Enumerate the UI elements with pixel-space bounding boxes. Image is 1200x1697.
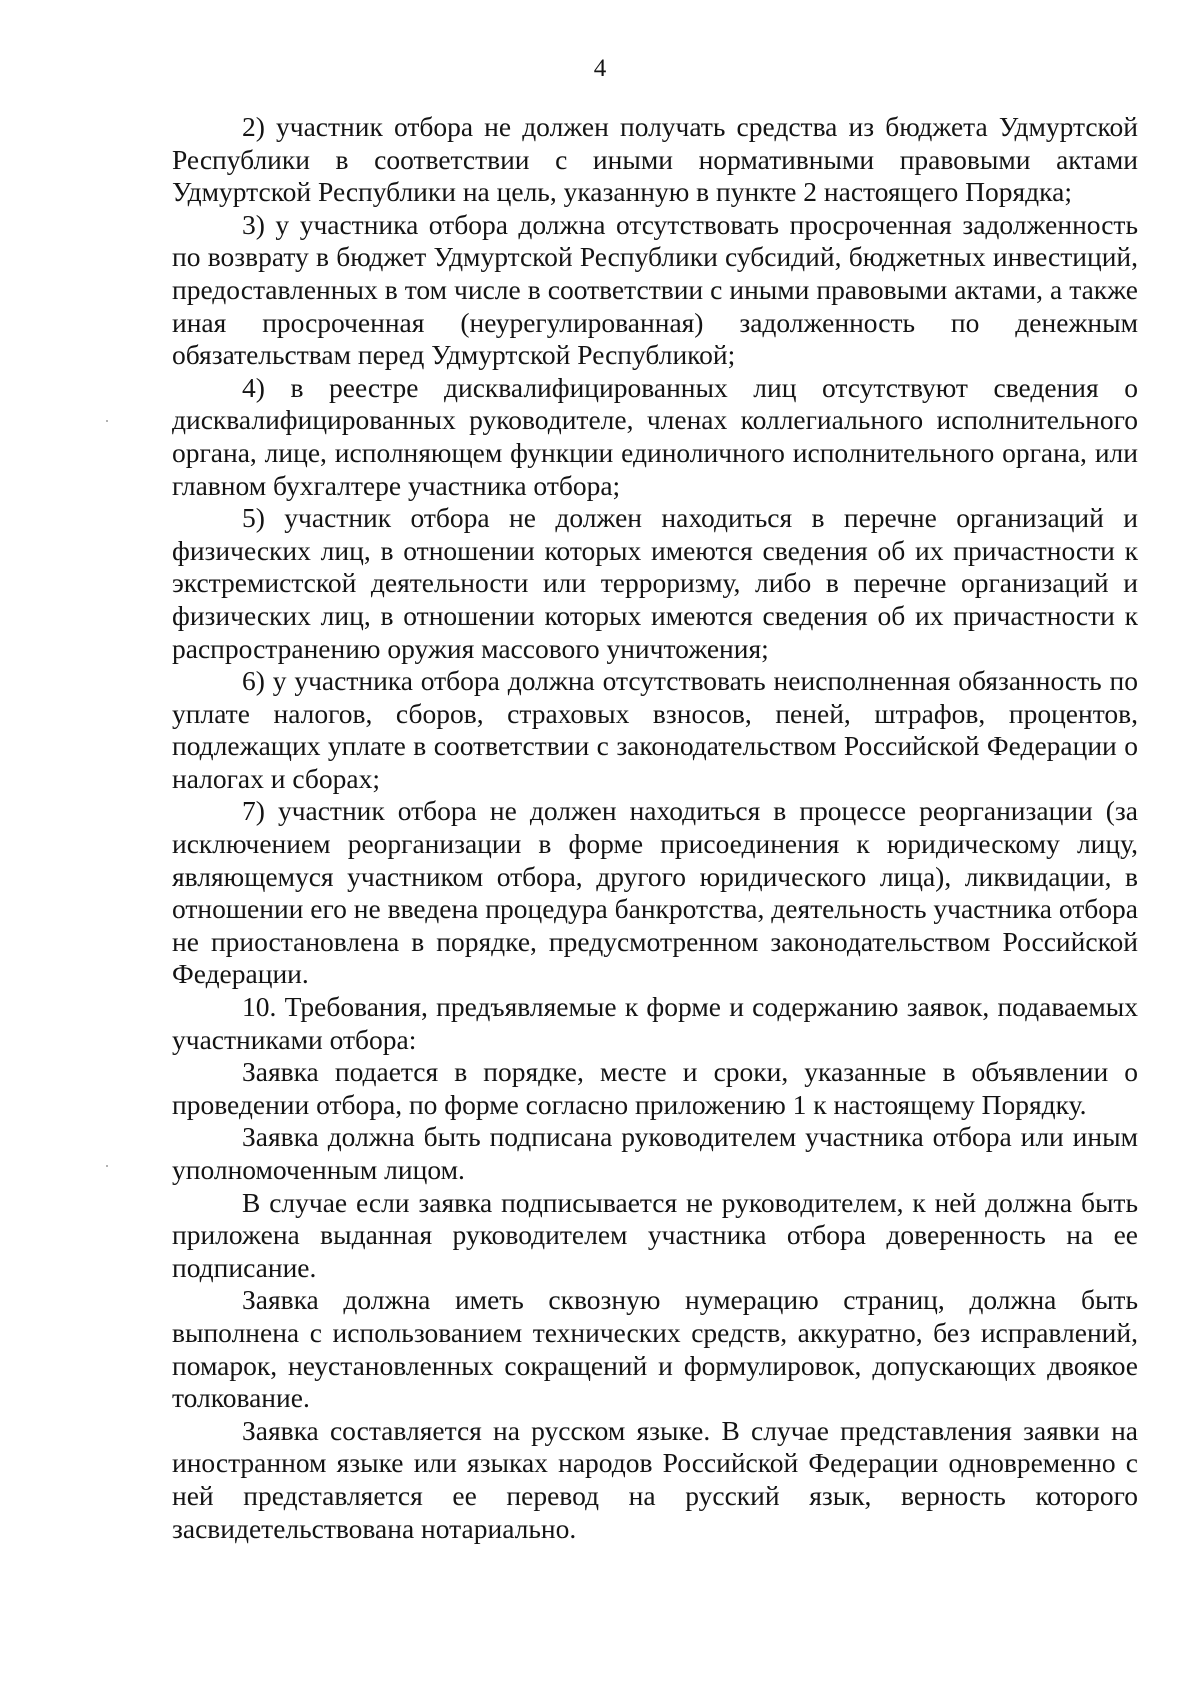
paragraph-application-submission: Заявка подается в порядке, месте и сроки, указанные в объявлении о проведении отбора, по форме согласно приложению 1 к настоящему Порядку. [172,1056,1138,1120]
paragraph-power-of-attorney: В случае если заявка подписывается не руководителем, к ней должна быть приложена выданная руководителем участника отбора доверенность на ее подписание. [172,1186,1138,1283]
scan-speck [106,1165,108,1167]
page-number: 4 [593,55,607,82]
paragraph-item-7: 7) участник отбора не должен находиться в процессе реорганизации (за исключением реорганизации в форме присоединения к юридическому лицу, являющемуся участником отбора, другого юридического лица), ликвидации, в отношении его не введена процедура банкротства, деятельность участника отбора не приостановлена в порядке, предусмотренном законодательством Российской Федерации. [172,795,1138,990]
paragraph-application-signature: Заявка должна быть подписана руководителем участника отбора или иным уполномоченным лицом. [172,1121,1138,1185]
paragraph-item-6: 6) у участника отбора должна отсутствовать неисполненная обязанность по уплате налогов, сборов, страховых взносов, пеней, штрафов, процентов, подлежащих уплате в соответствии с законодательством Российской Федерации о налогах и сборах; [172,665,1138,794]
paragraph-item-3: 3) у участника отбора должна отсутствовать просроченная задолженность по возврату в бюджет Удмуртской Республики субсидий, бюджетных инвестиций, предоставленных в том числе в соответствии с иными правовыми актами, а также иная просроченная (неурегулированная) задолженность по денежным обязательствам перед Удмуртской Республикой; [172,208,1138,371]
scan-speck [106,420,108,422]
paragraph-item-2: 2) участник отбора не должен получать средства из бюджета Удмуртской Республики в соответствии с иными нормативными правовыми актами Удмуртской Республики на цель, указанную в пункте 2 настоящего Порядка; [172,111,1138,208]
section-10-heading: 10. Требования, предъявляемые к форме и содержанию заявок, подаваемых участниками отбора: [172,991,1138,1055]
paragraph-page-numbering: Заявка должна иметь сквозную нумерацию страниц, должна быть выполнена с использованием технических средств, аккуратно, без исправлений, помарок, неустановленных сокращений и формулировок, допускающих двоякое толкование. [172,1284,1138,1414]
paragraph-item-4: 4) в реестре дисквалифицированных лиц отсутствуют сведения о дисквалифицированных руководителе, членах коллегиального исполнительного органа, лице, исполняющем функции единоличного исполнительного органа, или главном бухгалтере участника отбора; [172,371,1138,501]
paragraph-item-5: 5) участник отбора не должен находиться в перечне организаций и физических лиц, в отношении которых имеются сведения об их причастности к экстремистской деятельности или терроризму, либо в перечне организаций и физических лиц, в отношении которых имеются сведения об их причастности к распространению оружия массового уничтожения; [172,502,1138,664]
document-body [172,111,1138,1545]
paragraph-language: Заявка составляется на русском языке. В случае представления заявки на иностранном языке или языках народов Российской Федерации одновременно с ней представляется ее перевод на русский язык, верность которого засвидетельствована нотариально. [172,1414,1138,1544]
